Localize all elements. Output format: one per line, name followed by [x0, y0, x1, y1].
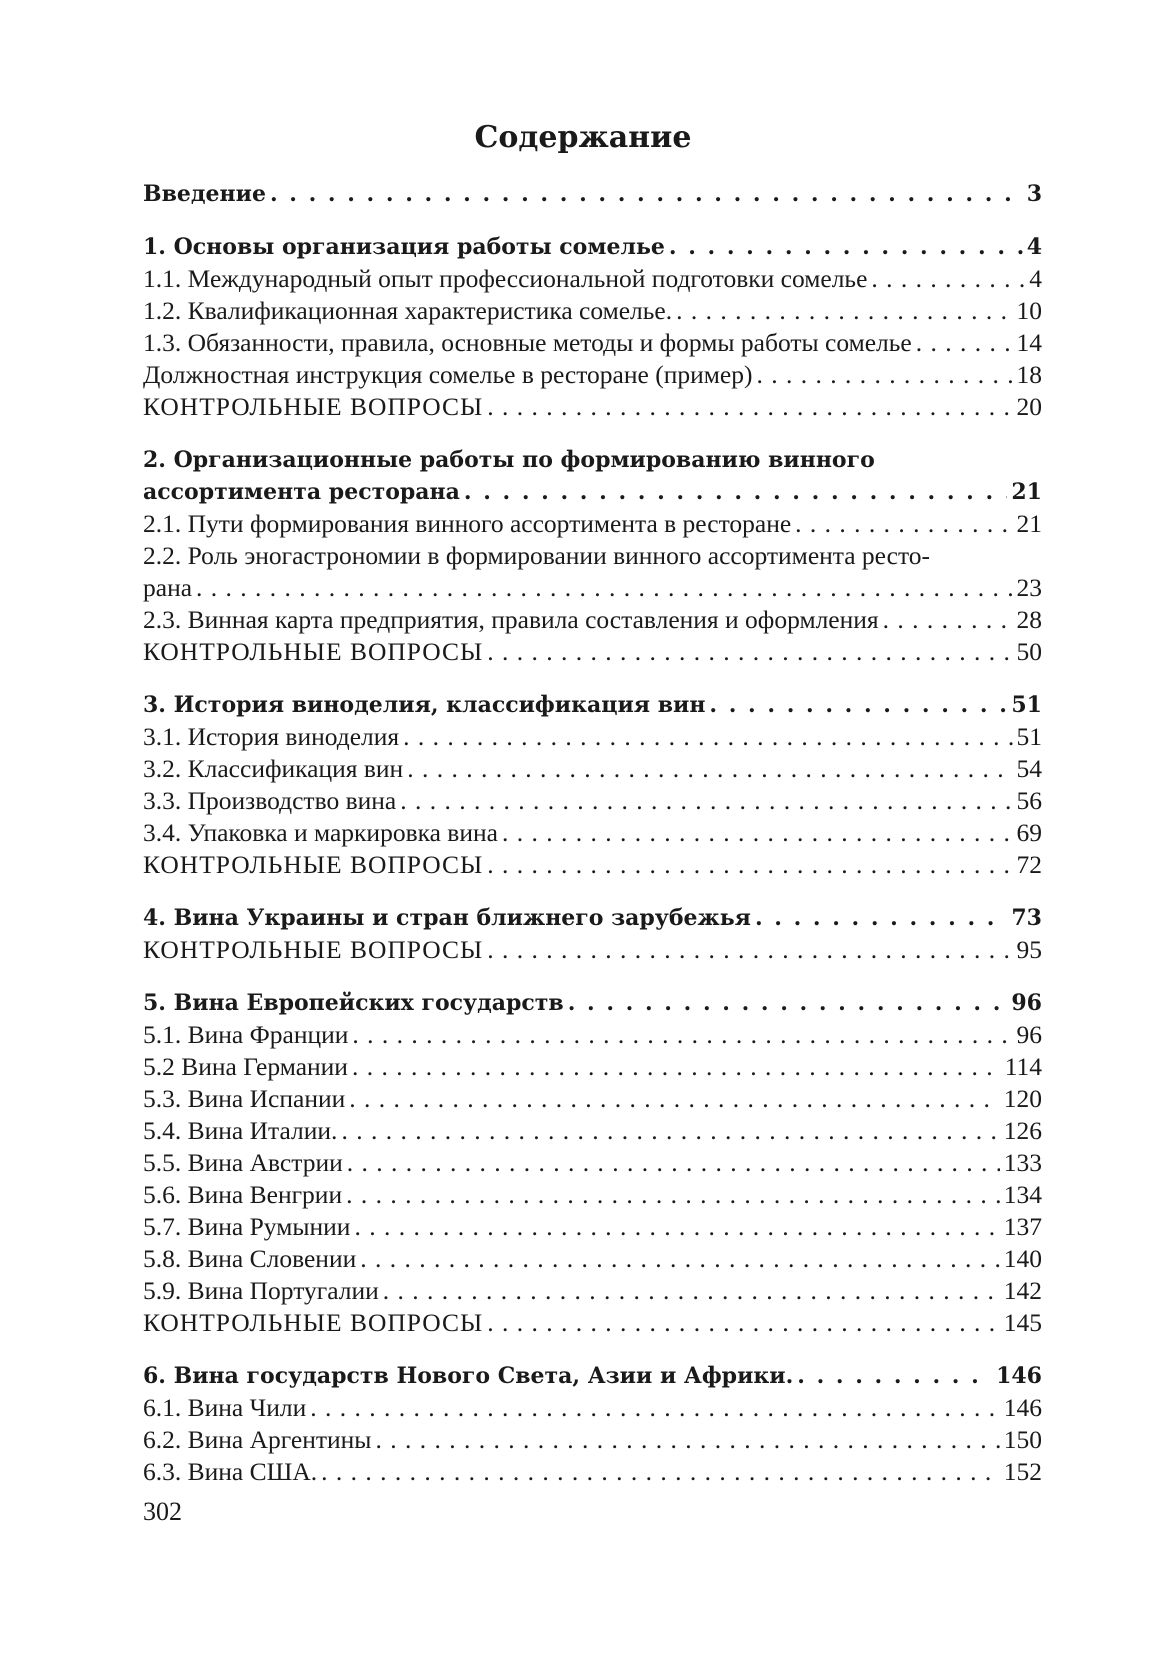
toc-entry-title: 5.4. Вина Италии.	[143, 1116, 338, 1145]
dot-leader	[196, 572, 1012, 604]
dot-leader	[883, 604, 1013, 636]
dot-leader	[487, 391, 1012, 423]
toc-entry	[143, 849, 1042, 881]
toc-entry	[143, 540, 1042, 572]
toc-entry-title: 5.3. Вина Испании	[143, 1084, 346, 1113]
toc-chapter-entry	[143, 987, 1042, 1019]
toc-entry	[143, 1456, 1042, 1488]
dot-leader	[403, 721, 1012, 753]
dot-leader	[487, 636, 1012, 668]
toc-section	[143, 902, 1042, 966]
toc-entry	[143, 391, 1042, 423]
toc-entry-title: 3.3. Производство вина	[143, 786, 397, 815]
toc-chapter-entry	[143, 178, 1042, 210]
toc-entry	[143, 636, 1042, 668]
dot-leader	[341, 1115, 999, 1147]
toc-page-number: 72	[1016, 850, 1042, 879]
toc-page-number: 20	[1016, 392, 1042, 421]
toc-entry	[143, 295, 1042, 327]
toc-entry-title: рана	[143, 573, 193, 602]
toc-section	[143, 987, 1042, 1339]
toc-entry	[143, 572, 1042, 604]
toc-section	[143, 1360, 1042, 1488]
toc-page-number: 145	[1003, 1308, 1042, 1337]
toc-section	[143, 444, 1042, 668]
dot-leader	[795, 508, 1012, 540]
dot-leader	[352, 1051, 1001, 1083]
dot-leader	[400, 785, 1012, 817]
toc-page-number: 140	[1003, 1244, 1042, 1273]
toc-page-number: 21	[1016, 509, 1042, 538]
dot-leader	[676, 295, 1012, 327]
toc-entry-title: 2. Организационные работы по формированию винного	[143, 447, 875, 473]
toc-entry-title: 2.1. Пути формирования винного ассортимента в ресторане	[143, 509, 792, 538]
dot-leader	[487, 849, 1012, 881]
toc-entry	[143, 1115, 1042, 1147]
dot-leader	[375, 1424, 999, 1456]
toc-chapter-entry	[143, 231, 1042, 263]
toc-page-number: 95	[1016, 935, 1042, 964]
toc-page-number: 134	[1003, 1180, 1042, 1209]
dot-leader	[360, 1243, 999, 1275]
toc-page-number: 152	[1003, 1457, 1042, 1486]
toc-entry	[143, 1147, 1042, 1179]
toc-page-number: 146	[996, 1363, 1042, 1389]
toc-page-number: 14	[1016, 328, 1042, 357]
dot-leader	[270, 178, 1023, 210]
toc-page-number: 54	[1016, 754, 1042, 783]
toc-entry-title: 5. Вина Европейских государств	[143, 990, 564, 1016]
toc-entry-title: 3. История виноделия, классификация вин	[143, 692, 706, 718]
toc-entry	[143, 508, 1042, 540]
toc-page-number: 96	[1016, 1020, 1042, 1049]
toc-entry-title: 5.6. Вина Венгрии	[143, 1180, 343, 1209]
toc-page-number: 51	[1011, 692, 1042, 718]
toc-page-number: 56	[1016, 786, 1042, 815]
toc-page-number: 69	[1016, 818, 1042, 847]
dot-leader	[321, 1456, 1000, 1488]
dot-leader	[354, 1211, 999, 1243]
toc-page-number: 23	[1016, 573, 1042, 602]
toc-entry-title: 1.2. Квалификационная характеристика сомелье.	[143, 296, 673, 325]
toc-entry-title: КОНТРОЛЬНЫЕ ВОПРОСЫ	[143, 850, 484, 879]
toc-entry-title: Должностная инструкция сомелье в ресторане (пример)	[143, 360, 753, 389]
toc-chapter-entry	[143, 1360, 1042, 1392]
toc-page-number: 4	[1026, 234, 1042, 260]
toc-entry	[143, 604, 1042, 636]
toc-page-number: 120	[1003, 1084, 1042, 1113]
toc-entry-title: 3.4. Упаковка и маркировка вина	[143, 818, 498, 847]
toc-section	[143, 178, 1042, 210]
toc-entry-title: 5.9. Вина Португалии	[143, 1276, 379, 1305]
toc-entry	[143, 721, 1042, 753]
toc-entry	[143, 934, 1042, 966]
dot-leader	[669, 231, 1023, 263]
dot-leader	[487, 1307, 999, 1339]
toc-entry	[143, 1019, 1042, 1051]
dot-leader	[797, 1360, 992, 1392]
toc-entry	[143, 1083, 1042, 1115]
toc-entry-title: 1. Основы организация работы сомелье	[143, 234, 665, 260]
toc-entry-title: 6.2. Вина Аргентины	[143, 1425, 372, 1454]
dot-leader	[383, 1275, 1000, 1307]
toc-entry	[143, 1179, 1042, 1211]
toc-entry-title: 5.2 Вина Германии	[143, 1052, 348, 1081]
toc-page-number: 150	[1003, 1425, 1042, 1454]
toc-entry-title: КОНТРОЛЬНЫЕ ВОПРОСЫ	[143, 1308, 484, 1337]
dot-leader	[352, 1019, 1012, 1051]
toc-section	[143, 231, 1042, 423]
dot-leader	[871, 263, 1025, 295]
toc-entry-title: 6.1. Вина Чили	[143, 1393, 307, 1422]
toc-page-number: 3	[1026, 181, 1042, 207]
toc-page-number: 142	[1003, 1276, 1042, 1305]
toc-entry-title: 3.2. Классификация вин	[143, 754, 404, 783]
toc-entry	[143, 263, 1042, 295]
dot-leader	[487, 934, 1012, 966]
toc-entry	[143, 785, 1042, 817]
toc-entry	[143, 1275, 1042, 1307]
toc-entry-title: 6. Вина государств Нового Света, Азии и Африки.	[143, 1363, 794, 1389]
toc-entry	[143, 327, 1042, 359]
dot-leader	[310, 1392, 1000, 1424]
toc-section	[143, 689, 1042, 881]
toc-page-number: 96	[1011, 990, 1042, 1016]
dot-leader	[502, 817, 1013, 849]
toc-entry-title: КОНТРОЛЬНЫЕ ВОПРОСЫ	[143, 935, 484, 964]
toc-entry-title: 5.8. Вина Словении	[143, 1244, 357, 1273]
toc-entry-title: 5.7. Вина Румынии	[143, 1212, 351, 1241]
toc-entry	[143, 753, 1042, 785]
toc-page-number: 21	[1011, 479, 1042, 505]
toc-chapter-entry	[143, 902, 1042, 934]
toc-page-number: 51	[1016, 722, 1042, 751]
toc-page-number: 114	[1004, 1052, 1042, 1081]
toc-entry-title: ассортимента ресторана	[143, 479, 460, 505]
toc-entry	[143, 1051, 1042, 1083]
toc-entry-title: 6.3. Вина США.	[143, 1457, 318, 1486]
dot-leader	[709, 689, 1007, 721]
toc-page-number: 4	[1029, 264, 1042, 293]
toc-entry-title: 3.1. История виноделия	[143, 722, 400, 751]
toc-entry	[143, 1307, 1042, 1339]
toc-entry-title: КОНТРОЛЬНЫЕ ВОПРОСЫ	[143, 637, 484, 666]
toc-page-number: 18	[1016, 360, 1042, 389]
toc-page-number: 137	[1003, 1212, 1042, 1241]
page-number: 302	[143, 1497, 182, 1526]
toc-page-number: 126	[1003, 1116, 1042, 1145]
toc-page-number: 28	[1016, 605, 1042, 634]
toc-chapter-entry	[143, 689, 1042, 721]
dot-leader	[347, 1147, 1000, 1179]
toc-page-number: 73	[1011, 905, 1042, 931]
toc-entry	[143, 1243, 1042, 1275]
dot-leader	[755, 902, 1007, 934]
toc-entry-title: 5.5. Вина Австрии	[143, 1148, 343, 1177]
toc-chapter-entry	[143, 476, 1042, 508]
dot-leader	[464, 476, 1007, 508]
toc-entry-title: 5.1. Вина Франции	[143, 1020, 349, 1049]
toc-page-number: 50	[1016, 637, 1042, 666]
toc-entry	[143, 359, 1042, 391]
dot-leader	[346, 1179, 1000, 1211]
toc-page-number: 133	[1003, 1148, 1042, 1177]
toc-entry-title: 1.1. Международный опыт профессиональной подготовки сомелье	[143, 264, 868, 293]
toc-entry	[143, 1211, 1042, 1243]
toc-entry	[143, 817, 1042, 849]
toc-entry-title: КОНТРОЛЬНЫЕ ВОПРОСЫ	[143, 392, 484, 421]
toc-entry	[143, 1392, 1042, 1424]
page-title: Содержание	[474, 120, 692, 155]
table-of-contents	[143, 178, 1042, 1509]
toc-entry-title: Введение	[143, 181, 266, 207]
toc-entry-title: 1.3. Обязанности, правила, основные методы и формы работы сомелье	[143, 328, 912, 357]
toc-entry-title: 2.2. Роль эногастрономии в формировании винного ассортимента ресто-	[143, 541, 931, 570]
toc-page-number: 10	[1016, 296, 1042, 325]
dot-leader	[916, 327, 1013, 359]
dot-leader	[349, 1083, 999, 1115]
toc-entry	[143, 1424, 1042, 1456]
toc-page-number: 146	[1003, 1393, 1042, 1422]
toc-entry-title: 2.3. Винная карта предприятия, правила составления и оформления	[143, 605, 879, 634]
dot-leader	[568, 987, 1008, 1019]
dot-leader	[407, 753, 1012, 785]
toc-entry-title: 4. Вина Украины и стран ближнего зарубежья	[143, 905, 751, 931]
dot-leader	[756, 359, 1012, 391]
toc-chapter-entry	[143, 444, 1042, 476]
